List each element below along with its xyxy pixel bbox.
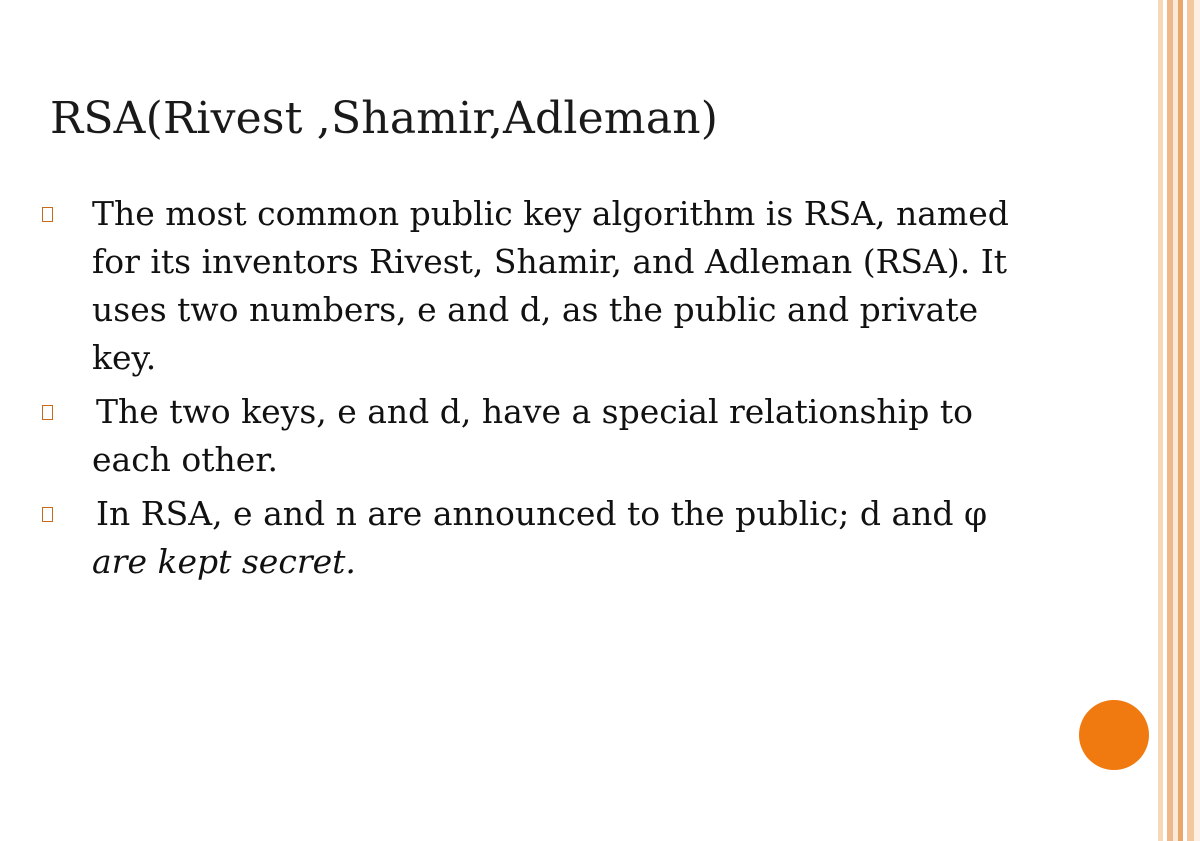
decorative-stripe-border	[1152, 0, 1200, 841]
bullet-list	[40, 190, 1040, 592]
slide-title: RSA(Rivest ,Shamir,Adleman)	[50, 93, 719, 144]
bullet-emphasis-text: are kept secret.	[92, 542, 356, 581]
bullet-item	[40, 190, 1040, 382]
square-bullet-icon	[42, 207, 53, 222]
orange-circle-icon	[1079, 700, 1149, 770]
stripe	[1187, 0, 1194, 841]
square-bullet-icon	[42, 507, 53, 522]
bullet-text: The most common public key algorithm is RSA, named for its inventors Rivest, Shamir, and Adleman (RSA). It uses two numbers, e and d, as the public and private key.	[92, 194, 1009, 377]
square-bullet-icon	[42, 405, 53, 420]
bullet-text: The two keys, e and d, have a special relationship to each other.	[92, 392, 973, 479]
bullet-text: In RSA, e and n are announced to the public; d and φ	[96, 494, 988, 533]
bullet-item	[40, 388, 1040, 484]
stripe	[1194, 0, 1200, 841]
bullet-item	[40, 490, 1040, 586]
